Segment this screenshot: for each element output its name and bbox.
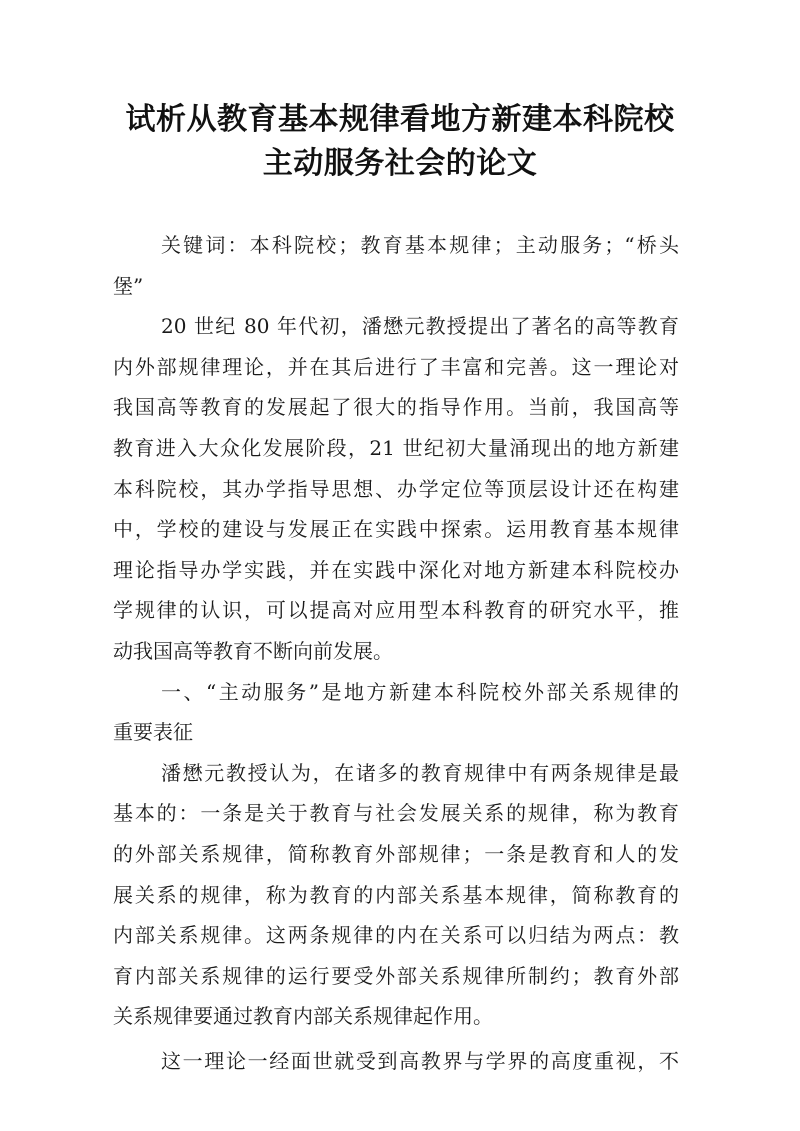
paragraph-line: 这一理论一经面世就受到高教界与学界的高度重视，不 [161, 1048, 679, 1073]
paragraph-line: 20 世纪 80 年代初，潘懋元教授提出了著名的高等教育 [161, 314, 679, 339]
paragraph-line: 动我国高等教育不断向前发展。 [113, 638, 393, 663]
paragraph-line: 基本的：一条是关于教育与社会发展关系的规律，称为教育 [113, 801, 679, 826]
document-title-line-2: 主动服务社会的论文 [262, 146, 538, 181]
keywords-line: 关键词：本科院校；教育基本规律；主动服务；“桥头 [161, 233, 679, 257]
section-heading: 一、“主动服务”是地方新建本科院校外部关系规律的 [161, 679, 679, 704]
keywords-line-cont: 堡” [113, 273, 144, 298]
paragraph-line: 关系规律要通过教育内部关系规律起作用。 [113, 1004, 493, 1029]
paragraph-line: 我国高等教育的发展起了很大的指导作用。当前，我国高等 [113, 395, 679, 420]
paragraph-line: 内外部规律理论，并在其后进行了丰富和完善。这一理论对 [113, 354, 679, 379]
document-body [113, 225, 679, 1081]
paragraph-line: 教育进入大众化发展阶段，21 世纪初大量涌现出的地方新建 [113, 435, 679, 460]
paragraph-line: 展关系的规律，称为教育的内部关系基本规律，简称教育的 [113, 882, 679, 907]
paragraph-line: 理论指导办学实践，并在实践中深化对地方新建本科院校办 [113, 557, 679, 582]
paragraph-line: 中，学校的建设与发展正在实践中探索。运用教育基本规律 [113, 517, 679, 542]
section-heading-cont: 重要表征 [113, 720, 193, 745]
paragraph-line: 潘懋元教授认为，在诸多的教育规律中有两条规律是最 [161, 760, 679, 785]
paragraph-line: 内部关系规律。这两条规律的内在关系可以归结为两点：教 [113, 923, 679, 948]
document-title-line-1: 试析从教育基本规律看地方新建本科院校 [125, 102, 675, 137]
paragraph-line: 本科院校，其办学指导思想、办学定位等顶层设计还在构建 [113, 476, 679, 501]
paragraph-line: 育内部关系规律的运行要受外部关系规律所制约；教育外部 [113, 963, 679, 988]
paragraph-line: 学规律的认识，可以提高对应用型本科教育的研究水平，推 [113, 598, 679, 623]
paragraph-line: 的外部关系规律，简称教育外部规律；一条是教育和人的发 [113, 841, 679, 866]
